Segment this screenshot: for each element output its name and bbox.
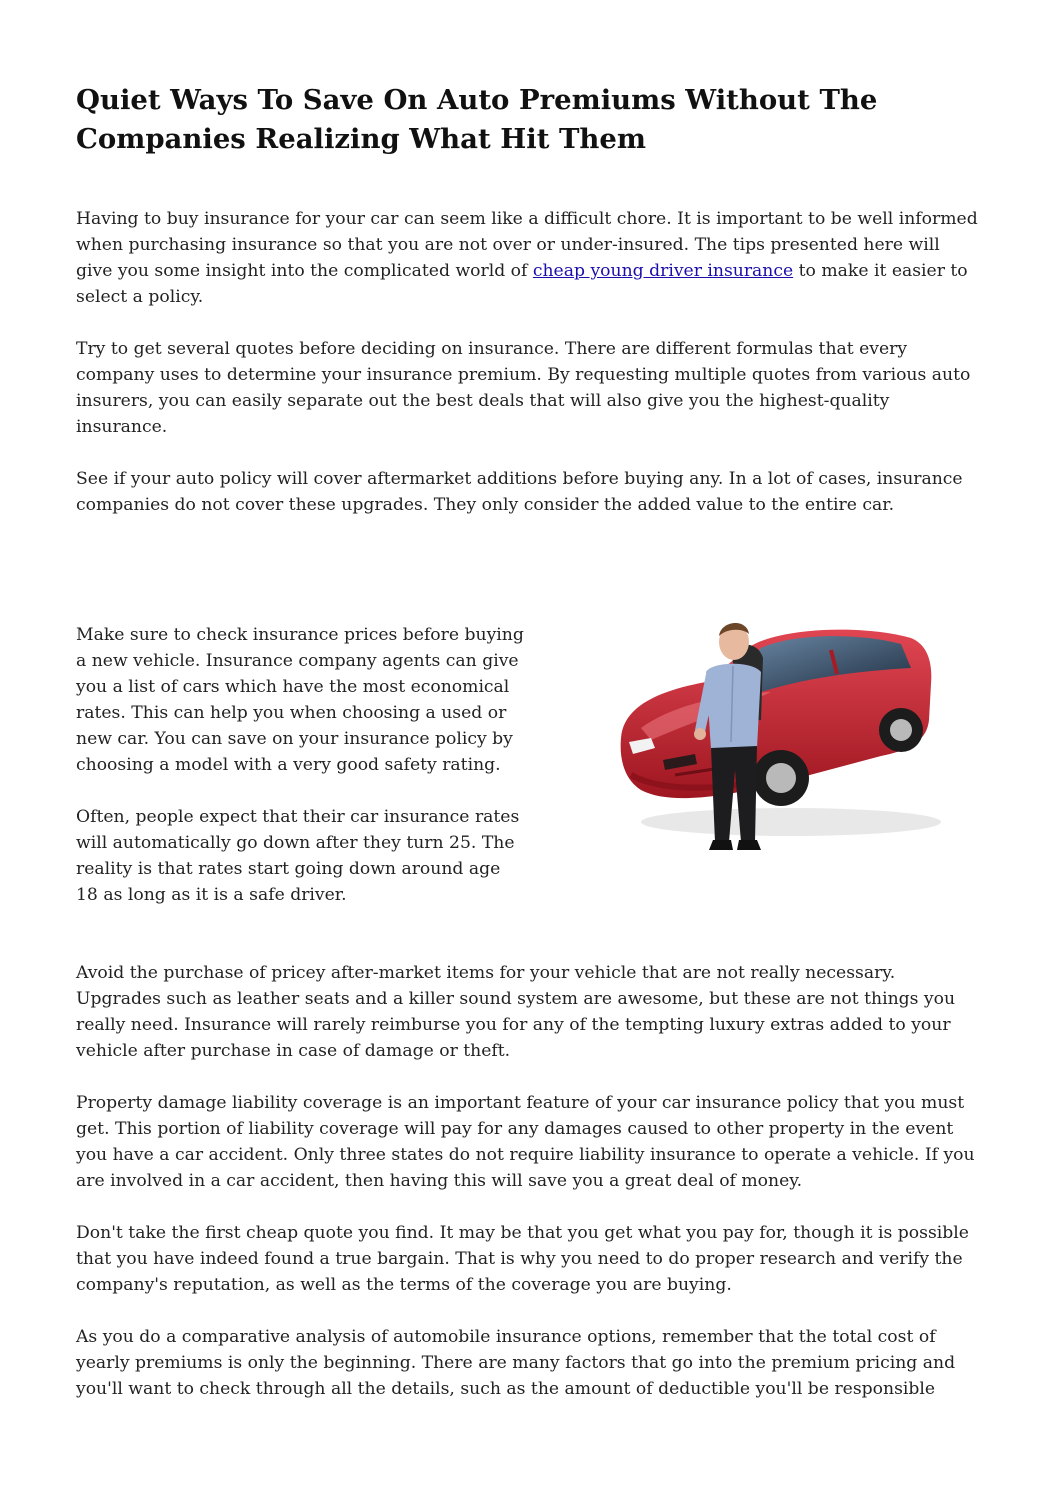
paragraph-7 (76, 1090, 981, 1194)
paragraph-5-text: Often, people expect that their car insurance rates will automatically go down after they turn 25. The reality is that rates start going down around age 18 as long as it is a safe driver. (76, 807, 520, 905)
paragraph-7-text: Property damage liability coverage is an important feature of your car insurance policy that you must get. This portion of liability coverage will pay for any damages caused to other property in the event you have a car accident. Only three states do not require liability insurance to operate a vehicle. If you are involved in a car accident, then having this will save you a great deal of money. (76, 1093, 975, 1191)
paragraph-8-text: Don't take the first cheap quote you find. It may be that you get what you pay for, though it is possible that you have indeed found a true bargain. That is why you need to do proper research and verify the company's reputation, as well as the terms of the coverage you are buying. (76, 1223, 969, 1295)
intro-after-link: to make it easier to select a policy. (76, 261, 968, 307)
article-title: Quiet Ways To Save On Auto Premiums Without The Companies Realizing What Hit Them (76, 84, 878, 155)
paragraph-3-text: See if your auto policy will cover aftermarket additions before buying any. In a lot of cases, insurance companies do not cover these upgrades. They only consider the added value to the entire car. (76, 469, 963, 515)
cheap-young-driver-insurance-link[interactable]: cheap young driver insurance (532, 261, 794, 281)
paragraph-9 (76, 1324, 981, 1402)
paragraph-2 (76, 336, 981, 440)
paragraph-3 (76, 466, 981, 518)
text-with-photo-section (76, 622, 981, 942)
intro-text (76, 206, 981, 310)
paragraph-6-text: Avoid the purchase of pricey after-market items for your vehicle that are not really necessary. Upgrades such as leather seats and a killer sound system are awesome, but these are not things you really need. Insurance will rarely reimburse you for any of the tempting luxury extras added to your vehicle after purchase in case of damage or theft. (76, 963, 956, 1061)
paragraph-intro (76, 206, 981, 310)
paragraph-9-text: As you do a comparative analysis of automobile insurance options, remember that the total cost of yearly premiums is only the beginning. There are many factors that go into the premium pricing and you'll want to check through all the details, such as the amount of deductible you'll be responsible (76, 1327, 956, 1399)
paragraph-2-text: Try to get several quotes before deciding on insurance. There are different formulas that every company uses to determine your insurance premium. By requesting multiple quotes from various auto insurers, you can easily separate out the best deals that will also give you the highest-quality insurance. (76, 339, 971, 437)
paragraph-8 (76, 1220, 981, 1298)
man-with-red-car-photo (611, 610, 941, 860)
left-column (76, 622, 526, 934)
intro-before-link: Having to buy insurance for your car can seem like a difficult chore. It is important to be well informed when purchasing insurance so that you are not over or under-insured. The tips presented here will give you some insight into the complicated world of (76, 209, 978, 281)
paragraph-6 (76, 960, 981, 1064)
paragraph-4-text: Make sure to check insurance prices before buying a new vehicle. Insurance company agents can give you a list of cars which have the most economical rates. This can help you when choosing a used or new car. You can save on your insurance policy by choosing a model with a very good safety rating. (76, 625, 524, 775)
